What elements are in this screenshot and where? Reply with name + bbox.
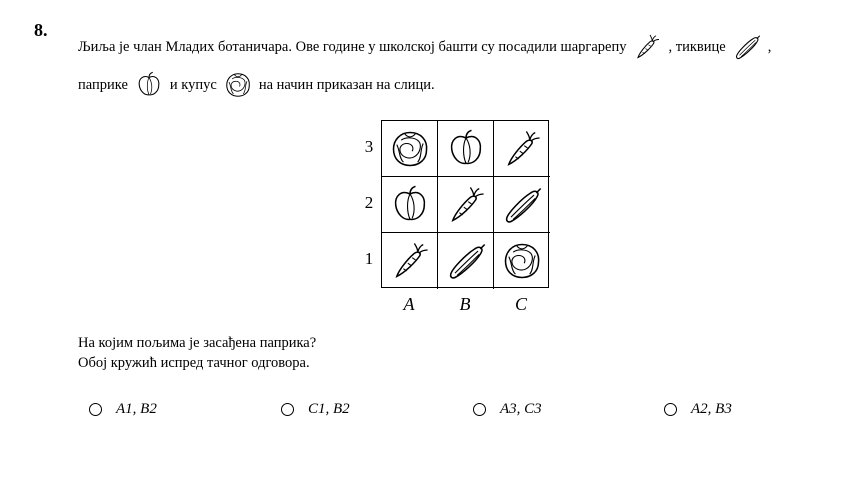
grid-row-label: 1 — [364, 249, 374, 268]
zucchini-icon — [500, 183, 544, 227]
grid-cell — [382, 121, 438, 177]
garden-grid — [381, 120, 549, 288]
answer-option-label: C1, B2 — [308, 401, 350, 417]
prompt-instruction: Обој кружић испред тачног одговора. — [78, 355, 310, 371]
cabbage-icon — [223, 70, 253, 100]
zucchini-icon — [732, 32, 762, 62]
question-text-part: и купус — [169, 76, 217, 93]
grid-row-label: 2 — [364, 193, 374, 212]
cabbage-icon — [388, 127, 432, 171]
answer-option-label: A1, B2 — [116, 401, 157, 417]
question-number: 8. — [34, 20, 48, 40]
cabbage-icon — [500, 239, 544, 283]
question-text-part: , — [767, 38, 772, 55]
answer-option-a[interactable] — [89, 401, 157, 418]
grid-cell — [494, 121, 550, 177]
zucchini-icon — [444, 239, 488, 283]
answer-radio-circle[interactable] — [473, 403, 486, 416]
grid-cell — [438, 121, 494, 177]
answer-radio-circle[interactable] — [281, 403, 294, 416]
question-text-line-2 — [78, 70, 435, 100]
grid-column-label: B — [459, 294, 471, 314]
answer-option-label: A3, C3 — [500, 401, 542, 417]
answer-option-c[interactable] — [473, 401, 542, 418]
grid-cell — [438, 233, 494, 289]
grid-cell — [438, 177, 494, 233]
answer-option-d[interactable] — [664, 401, 732, 418]
question-text-part: , тиквице — [668, 38, 726, 55]
grid-column-label: C — [514, 294, 527, 314]
answer-radio-circle[interactable] — [664, 403, 677, 416]
grid-cell — [494, 177, 550, 233]
question-text-part: Љиља је члан Младих ботаничара. Ове године у школској башти су посадили шаргарепу — [78, 38, 627, 55]
pepper-icon — [444, 127, 488, 171]
pepper-icon — [134, 70, 164, 100]
answer-radio-circle[interactable] — [89, 403, 102, 416]
grid-cell — [494, 233, 550, 289]
grid-row-label: 3 — [364, 137, 374, 156]
question-text-part: паприке — [78, 76, 128, 93]
prompt-question: На којим пољима је засађена паприка? — [78, 335, 317, 351]
grid-column-label: A — [403, 294, 415, 314]
grid-cell — [382, 233, 438, 289]
carrot-icon — [444, 183, 488, 227]
answer-option-label: A2, B3 — [691, 401, 732, 417]
carrot-icon — [632, 32, 662, 62]
carrot-icon — [500, 127, 544, 171]
pepper-icon — [388, 183, 432, 227]
question-text-part: на начин приказан на слици. — [258, 76, 435, 93]
grid-cell — [382, 177, 438, 233]
question-text-line-1 — [78, 32, 771, 62]
answer-option-b[interactable] — [281, 401, 350, 418]
carrot-icon — [388, 239, 432, 283]
